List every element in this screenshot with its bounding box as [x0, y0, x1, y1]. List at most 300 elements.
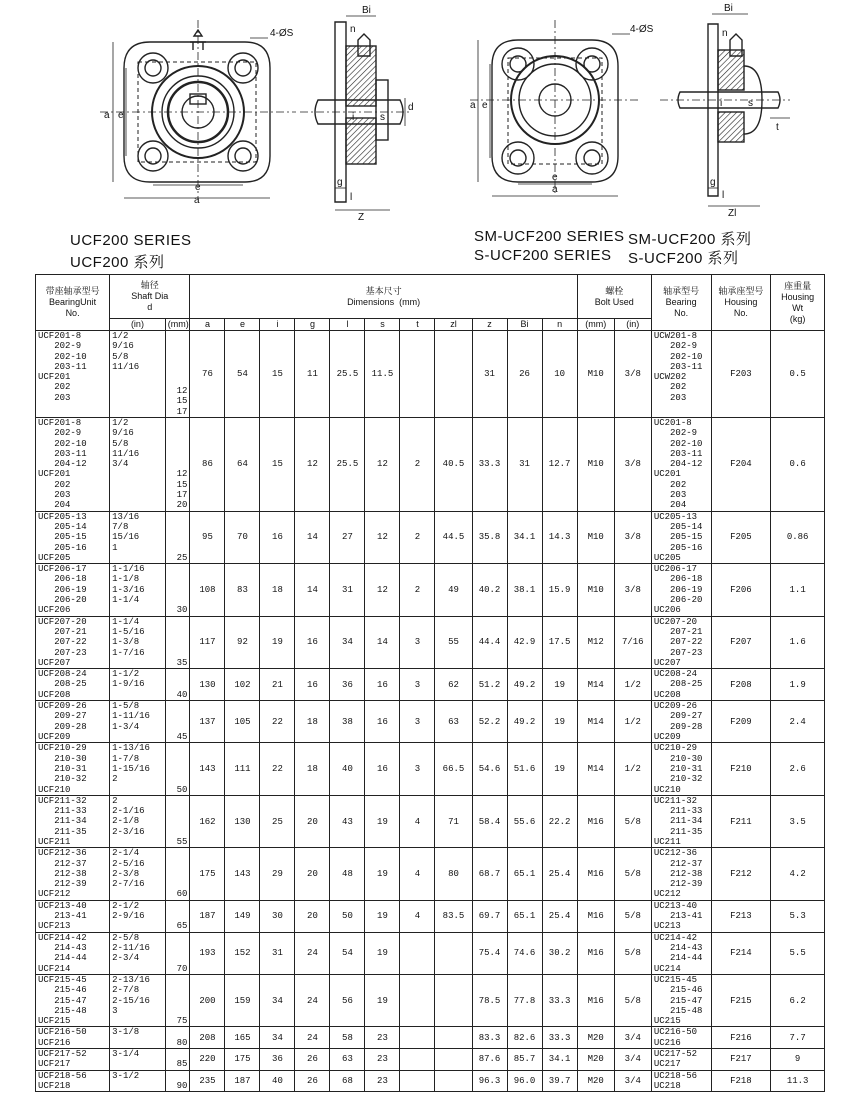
row-zl: 83.5	[435, 900, 472, 932]
caption-left-cn: UCF200 系列	[70, 254, 165, 271]
row-weight: 1.1	[771, 564, 825, 616]
caption-left-en: UCF200 SERIES	[70, 232, 192, 249]
header-bolt-in: (in)	[614, 319, 651, 331]
row-n: 19	[542, 669, 577, 701]
table-row	[36, 331, 825, 418]
row-a: 117	[190, 616, 225, 668]
left-holes-label: 4-ØS	[270, 28, 294, 39]
row-n: 22.2	[542, 795, 577, 847]
row-a: 95	[190, 511, 225, 563]
row-shaft-in: 1-1/16 1-1/8 1-3/16 1-1/4	[110, 564, 166, 616]
spec-table	[35, 274, 825, 1092]
row-a: 137	[190, 701, 225, 743]
row-i: 40	[260, 1070, 295, 1092]
row-weight: 11.3	[771, 1070, 825, 1092]
row-units: UCF211-32 211-33 211-34 211-35 UCF211	[36, 795, 110, 847]
row-s: 19	[365, 974, 400, 1026]
row-weight: 3.5	[771, 795, 825, 847]
row-e: 111	[225, 743, 260, 795]
row-shaft-in: 2-1/2 2-9/16	[110, 900, 166, 932]
row-n: 17.5	[542, 616, 577, 668]
row-s: 16	[365, 701, 400, 743]
right-a-vert-label: a	[470, 100, 476, 111]
row-weight: 0.6	[771, 418, 825, 512]
row-bolt-mm: M10	[577, 511, 614, 563]
row-bolt-mm: M10	[577, 564, 614, 616]
row-l: 38	[330, 701, 365, 743]
row-bolt-mm: M14	[577, 669, 614, 701]
row-z: 44.4	[472, 616, 507, 668]
row-units: UCF216-50 UCF216	[36, 1027, 110, 1049]
left-l-label: l	[350, 192, 353, 203]
row-bearings: UC215-45 215-46 215-47 215-48 UC215	[651, 974, 711, 1026]
table-row	[36, 743, 825, 795]
header-housing: 轴承座型号 Housing No.	[711, 275, 771, 331]
row-housing: F211	[711, 795, 771, 847]
row-bi: 49.2	[507, 701, 542, 743]
table-row	[36, 795, 825, 847]
row-housing: F206	[711, 564, 771, 616]
row-a: 108	[190, 564, 225, 616]
row-zl	[435, 331, 472, 418]
row-bi: 31	[507, 418, 542, 512]
row-n: 33.3	[542, 974, 577, 1026]
row-e: 143	[225, 848, 260, 900]
header-col-g: g	[295, 319, 330, 331]
row-shaft-in: 13/16 7/8 15/16 1	[110, 511, 166, 563]
row-bolt-in: 3/8	[614, 331, 651, 418]
row-z: 31	[472, 331, 507, 418]
row-zl	[435, 932, 472, 974]
row-t	[400, 331, 435, 418]
left-e-label: e	[195, 182, 201, 193]
row-bolt-in: 7/16	[614, 616, 651, 668]
right-e-label: e	[552, 172, 558, 183]
row-shaft-in: 3-1/2	[110, 1070, 166, 1092]
header-bolt: 螺栓 Bolt Used	[577, 275, 651, 319]
table-row	[36, 1049, 825, 1071]
row-bi: 77.8	[507, 974, 542, 1026]
caption-right-cn-1: SM-UCF200 系列	[628, 231, 752, 248]
row-bolt-in: 3/8	[614, 564, 651, 616]
row-shaft-mm: 40	[165, 669, 190, 701]
row-bearings: UC208-24 208-25 UC208	[651, 669, 711, 701]
row-e: 105	[225, 701, 260, 743]
caption-right-cn-2: S-UCF200 系列	[628, 250, 739, 267]
right-side-view	[660, 14, 790, 206]
row-shaft-mm: 65	[165, 900, 190, 932]
row-shaft-in: 2 2-1/16 2-1/8 2-3/16	[110, 795, 166, 847]
row-l: 54	[330, 932, 365, 974]
row-l: 34	[330, 616, 365, 668]
row-weight: 0.86	[771, 511, 825, 563]
row-n: 15.9	[542, 564, 577, 616]
row-e: 159	[225, 974, 260, 1026]
row-l: 56	[330, 974, 365, 1026]
left-d-label: d	[408, 102, 414, 113]
row-n: 12.7	[542, 418, 577, 512]
left-n-label: n	[350, 24, 356, 35]
row-l: 50	[330, 900, 365, 932]
row-weight: 1.9	[771, 669, 825, 701]
row-t	[400, 1027, 435, 1049]
row-zl	[435, 974, 472, 1026]
row-g: 18	[295, 701, 330, 743]
row-bearings: UC211-32 211-33 211-34 211-35 UC211	[651, 795, 711, 847]
row-bi: 65.1	[507, 900, 542, 932]
row-a: 235	[190, 1070, 225, 1092]
row-bearings: UC205-13 205-14 205-15 205-16 UC205	[651, 511, 711, 563]
row-shaft-in: 2-13/16 2-7/8 2-15/16 3	[110, 974, 166, 1026]
row-bolt-in: 3/4	[614, 1049, 651, 1071]
row-t: 3	[400, 743, 435, 795]
row-housing: F207	[711, 616, 771, 668]
row-weight: 4.2	[771, 848, 825, 900]
row-i: 15	[260, 418, 295, 512]
row-e: 152	[225, 932, 260, 974]
row-e: 175	[225, 1049, 260, 1071]
row-shaft-mm: 45	[165, 701, 190, 743]
row-n: 19	[542, 743, 577, 795]
row-bearings: UC209-26 209-27 209-28 UC209	[651, 701, 711, 743]
header-col-zl: zl	[435, 319, 472, 331]
row-i: 19	[260, 616, 295, 668]
row-bolt-in: 5/8	[614, 795, 651, 847]
row-housing: F210	[711, 743, 771, 795]
row-bi: 74.6	[507, 932, 542, 974]
left-a-vert-label: a	[104, 110, 110, 121]
row-s: 14	[365, 616, 400, 668]
row-g: 16	[295, 669, 330, 701]
row-z: 83.3	[472, 1027, 507, 1049]
row-l: 40	[330, 743, 365, 795]
row-bi: 85.7	[507, 1049, 542, 1071]
row-i: 36	[260, 1049, 295, 1071]
row-g: 20	[295, 795, 330, 847]
table-row	[36, 511, 825, 563]
row-housing: F208	[711, 669, 771, 701]
row-bolt-mm: M16	[577, 900, 614, 932]
row-shaft-in: 1-13/16 1-7/8 1-15/16 2	[110, 743, 166, 795]
row-weight: 5.3	[771, 900, 825, 932]
row-i: 31	[260, 932, 295, 974]
header-shaft: 轴径 Shaft Dia d	[110, 275, 190, 319]
left-z-label: Z	[358, 212, 365, 223]
row-e: 54	[225, 331, 260, 418]
row-a: 220	[190, 1049, 225, 1071]
row-z: 35.8	[472, 511, 507, 563]
row-bolt-in: 1/2	[614, 669, 651, 701]
row-units: UCF213-40 213-41 UCF213	[36, 900, 110, 932]
left-g-label: g	[337, 177, 343, 188]
row-i: 30	[260, 900, 295, 932]
row-n: 10	[542, 331, 577, 418]
header-dimensions: 基本尺寸 Dimensions (mm)	[190, 275, 577, 319]
row-shaft-mm: 55	[165, 795, 190, 847]
row-z: 75.4	[472, 932, 507, 974]
row-s: 19	[365, 932, 400, 974]
row-bi: 38.1	[507, 564, 542, 616]
right-e-vert-label: e	[482, 100, 488, 111]
right-n-label: n	[722, 28, 728, 39]
table-row	[36, 900, 825, 932]
row-shaft-in: 1/2 9/16 5/8 11/16	[110, 331, 166, 418]
row-s: 19	[365, 848, 400, 900]
row-i: 25	[260, 795, 295, 847]
header-col-bi: Bi	[507, 319, 542, 331]
row-shaft-mm: 25	[165, 511, 190, 563]
left-side-view	[300, 16, 410, 210]
row-bolt-mm: M16	[577, 974, 614, 1026]
row-n: 39.7	[542, 1070, 577, 1092]
row-bolt-in: 3/8	[614, 511, 651, 563]
row-t: 2	[400, 511, 435, 563]
row-units: UCF215-45 215-46 215-47 215-48 UCF215	[36, 974, 110, 1026]
row-shaft-in: 1/2 9/16 5/8 11/16 3/4	[110, 418, 166, 512]
row-g: 16	[295, 616, 330, 668]
row-bolt-mm: M20	[577, 1027, 614, 1049]
row-z: 87.6	[472, 1049, 507, 1071]
row-t	[400, 1049, 435, 1071]
row-bolt-mm: M16	[577, 848, 614, 900]
table-row	[36, 932, 825, 974]
header-in: (in)	[110, 319, 166, 331]
row-zl: 40.5	[435, 418, 472, 512]
row-n: 30.2	[542, 932, 577, 974]
left-s-label: s	[380, 112, 385, 123]
row-s: 23	[365, 1070, 400, 1092]
row-housing: F209	[711, 701, 771, 743]
row-shaft-mm: 90	[165, 1070, 190, 1092]
row-housing: F204	[711, 418, 771, 512]
row-g: 26	[295, 1049, 330, 1071]
row-bolt-in: 5/8	[614, 900, 651, 932]
row-bearings: UC218-56 UC218	[651, 1070, 711, 1092]
row-g: 24	[295, 974, 330, 1026]
row-a: 175	[190, 848, 225, 900]
row-units: UCF212-36 212-37 212-38 212-39 UCF212	[36, 848, 110, 900]
row-bearings: UC207-20 207-21 207-22 207-23 UC207	[651, 616, 711, 668]
row-e: 187	[225, 1070, 260, 1092]
row-z: 68.7	[472, 848, 507, 900]
table-row	[36, 1070, 825, 1092]
row-shaft-in: 2-1/4 2-5/16 2-3/8 2-7/16	[110, 848, 166, 900]
row-zl	[435, 1070, 472, 1092]
right-l-label: l	[722, 190, 725, 201]
row-i: 16	[260, 511, 295, 563]
row-e: 149	[225, 900, 260, 932]
right-front-view	[470, 20, 640, 196]
header-weight: 座重量 Housing Wt (kg)	[771, 275, 825, 331]
row-t: 3	[400, 616, 435, 668]
header-col-n: n	[542, 319, 577, 331]
row-bolt-in: 3/4	[614, 1070, 651, 1092]
row-g: 14	[295, 511, 330, 563]
row-e: 130	[225, 795, 260, 847]
row-s: 19	[365, 900, 400, 932]
row-bearings: UCW201-8 202-9 202-10 203-11 UCW202 202 203	[651, 331, 711, 418]
row-units: UCF206-17 206-18 206-19 206-20 UCF206	[36, 564, 110, 616]
row-units: UCF201-8 202-9 202-10 203-11 204-12 UCF201 202 203 204	[36, 418, 110, 512]
row-shaft-mm: 70	[165, 932, 190, 974]
row-a: 86	[190, 418, 225, 512]
row-e: 102	[225, 669, 260, 701]
row-z: 40.2	[472, 564, 507, 616]
row-shaft-mm: 80	[165, 1027, 190, 1049]
row-z: 78.5	[472, 974, 507, 1026]
row-bearings: UC210-29 210-30 210-31 210-32 UC210	[651, 743, 711, 795]
row-e: 83	[225, 564, 260, 616]
row-bolt-in: 5/8	[614, 848, 651, 900]
row-i: 34	[260, 974, 295, 1026]
row-shaft-in: 1-1/2 1-9/16	[110, 669, 166, 701]
row-bolt-mm: M10	[577, 418, 614, 512]
row-shaft-in: 2-5/8 2-11/16 2-3/4	[110, 932, 166, 974]
row-bolt-in: 5/8	[614, 974, 651, 1026]
row-n: 33.3	[542, 1027, 577, 1049]
row-a: 162	[190, 795, 225, 847]
row-z: 33.3	[472, 418, 507, 512]
row-l: 31	[330, 564, 365, 616]
row-bolt-mm: M16	[577, 932, 614, 974]
header-bearing: 轴承型号 Bearing No.	[651, 275, 711, 331]
row-weight: 1.6	[771, 616, 825, 668]
left-front-view	[100, 20, 296, 200]
row-bi: 26	[507, 331, 542, 418]
row-shaft-mm: 60	[165, 848, 190, 900]
row-t: 2	[400, 564, 435, 616]
row-shaft-mm: 75	[165, 974, 190, 1026]
right-z-label: Zl	[728, 208, 737, 219]
row-n: 34.1	[542, 1049, 577, 1071]
row-t: 4	[400, 795, 435, 847]
row-housing: F218	[711, 1070, 771, 1092]
header-col-e: e	[225, 319, 260, 331]
row-a: 130	[190, 669, 225, 701]
row-zl: 63	[435, 701, 472, 743]
row-units: UCF205-13 205-14 205-15 205-16 UCF205	[36, 511, 110, 563]
row-bolt-mm: M16	[577, 795, 614, 847]
row-a: 143	[190, 743, 225, 795]
row-t	[400, 932, 435, 974]
row-s: 16	[365, 669, 400, 701]
header-col-l: l	[330, 319, 365, 331]
row-bi: 42.9	[507, 616, 542, 668]
row-i: 18	[260, 564, 295, 616]
row-bi: 82.6	[507, 1027, 542, 1049]
row-bi: 55.6	[507, 795, 542, 847]
row-housing: F205	[711, 511, 771, 563]
row-bolt-mm: M14	[577, 743, 614, 795]
row-zl	[435, 1027, 472, 1049]
row-units: UCF218-56 UCF218	[36, 1070, 110, 1092]
row-s: 12	[365, 418, 400, 512]
row-i: 29	[260, 848, 295, 900]
header-col-s: s	[365, 319, 400, 331]
row-shaft-in: 1-5/8 1-11/16 1-3/4	[110, 701, 166, 743]
row-bearings: UC214-42 214-43 214-44 UC214	[651, 932, 711, 974]
row-z: 54.6	[472, 743, 507, 795]
table-row	[36, 701, 825, 743]
row-g: 26	[295, 1070, 330, 1092]
row-l: 63	[330, 1049, 365, 1071]
row-units: UCF214-42 214-43 214-44 UCF214	[36, 932, 110, 974]
row-t	[400, 1070, 435, 1092]
row-g: 12	[295, 418, 330, 512]
row-t: 3	[400, 669, 435, 701]
row-bi: 51.6	[507, 743, 542, 795]
table-row	[36, 1027, 825, 1049]
row-l: 25.5	[330, 331, 365, 418]
row-g: 20	[295, 900, 330, 932]
right-bi-label: Bi	[724, 3, 733, 14]
header-col-t: t	[400, 319, 435, 331]
row-n: 19	[542, 701, 577, 743]
row-s: 23	[365, 1049, 400, 1071]
row-g: 11	[295, 331, 330, 418]
row-shaft-mm: 35	[165, 616, 190, 668]
table-row	[36, 974, 825, 1026]
row-units: UCF210-29 210-30 210-31 210-32 UCF210	[36, 743, 110, 795]
row-z: 58.4	[472, 795, 507, 847]
header-col-z: z	[472, 319, 507, 331]
table-row	[36, 669, 825, 701]
row-g: 24	[295, 1027, 330, 1049]
row-zl: 80	[435, 848, 472, 900]
row-a: 193	[190, 932, 225, 974]
row-t	[400, 974, 435, 1026]
row-s: 12	[365, 564, 400, 616]
row-units: UCF209-26 209-27 209-28 UCF209	[36, 701, 110, 743]
table-row	[36, 848, 825, 900]
left-a-label: a	[194, 195, 200, 206]
row-bearings: UC201-8 202-9 202-10 203-11 204-12 UC201 202 203 204	[651, 418, 711, 512]
right-holes-label: 4-ØS	[630, 24, 654, 35]
right-g-label: g	[710, 177, 716, 188]
row-weight: 2.4	[771, 701, 825, 743]
row-g: 20	[295, 848, 330, 900]
row-shaft-in: 3-1/8	[110, 1027, 166, 1049]
row-shaft-mm: 12 15 17	[165, 331, 190, 418]
right-i-label: i	[720, 98, 723, 109]
table-row	[36, 616, 825, 668]
row-bolt-mm: M12	[577, 616, 614, 668]
row-units: UCF217-52 UCF217	[36, 1049, 110, 1071]
row-t: 2	[400, 418, 435, 512]
row-zl: 66.5	[435, 743, 472, 795]
row-shaft-in: 3-1/4	[110, 1049, 166, 1071]
row-bolt-in: 3/4	[614, 1027, 651, 1049]
row-units: UCF207-20 207-21 207-22 207-23 UCF207	[36, 616, 110, 668]
right-a-label: a	[552, 184, 558, 195]
header-unit: 带座轴承型号 BearingUnit No.	[36, 275, 110, 331]
row-housing: F216	[711, 1027, 771, 1049]
row-bolt-mm: M10	[577, 331, 614, 418]
row-bearings: UC216-50 UC216	[651, 1027, 711, 1049]
row-s: 23	[365, 1027, 400, 1049]
row-zl: 55	[435, 616, 472, 668]
row-t: 4	[400, 900, 435, 932]
row-a: 208	[190, 1027, 225, 1049]
caption-right-en-2: S-UCF200 SERIES	[474, 247, 612, 264]
row-l: 43	[330, 795, 365, 847]
right-t-label: t	[776, 122, 779, 133]
row-bolt-in: 5/8	[614, 932, 651, 974]
row-housing: F203	[711, 331, 771, 418]
row-weight: 2.6	[771, 743, 825, 795]
row-e: 64	[225, 418, 260, 512]
row-weight: 5.5	[771, 932, 825, 974]
